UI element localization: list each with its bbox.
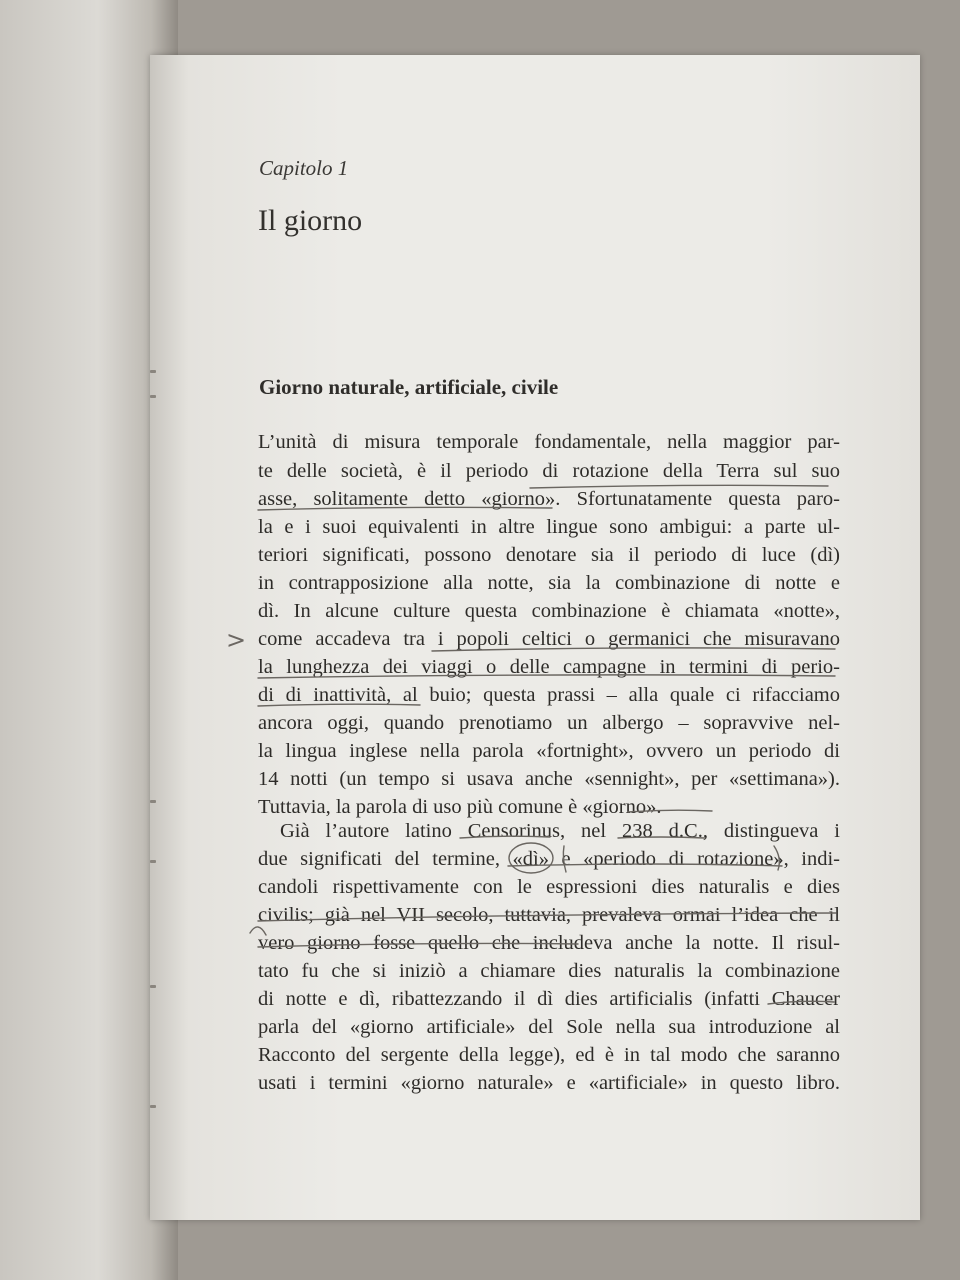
body-line: usati i termini «giorno naturale» e «artificiale» in questo libro. bbox=[258, 1072, 840, 1094]
body-line: candoli rispettivamente con le espressioni dies naturalis e dies bbox=[258, 876, 840, 898]
body-line: civilis; già nel VII secolo, tuttavia, prevaleva ormai l’idea che il bbox=[258, 904, 840, 926]
body-line: di di inattività, al buio; questa prassi – alla quale ci rifacciamo bbox=[258, 684, 840, 706]
binding-stitches bbox=[150, 0, 160, 1280]
body-line: vero giorno fosse quello che includeva anche la notte. Il risul- bbox=[258, 932, 840, 954]
body-line: la lingua inglese nella parola «fortnight», ovvero un periodo di bbox=[258, 740, 840, 762]
body-line: in contrapposizione alla notte, sia la combinazione di notte e bbox=[258, 572, 840, 594]
margin-pencil-mark: > bbox=[226, 626, 247, 654]
chapter-label: Capitolo 1 bbox=[259, 156, 349, 180]
body-line: asse, solitamente detto «giorno». Sfortunatamente questa paro- bbox=[258, 488, 840, 510]
body-line: dì. In alcune culture questa combinazione è chiamata «notte», bbox=[258, 600, 840, 622]
body-line: Racconto del sergente della legge), ed è in tal modo che saranno bbox=[258, 1044, 840, 1066]
body-line: la lunghezza dei viaggi o delle campagne in termini di perio- bbox=[258, 656, 840, 678]
body-line: due significati del termine, «dì» e «periodo di rotazione», indi- bbox=[258, 848, 840, 870]
body-line: Tuttavia, la parola di uso più comune è «giorno». bbox=[258, 796, 662, 818]
chapter-title: Il giorno bbox=[258, 204, 363, 237]
body-line: Già l’autore latino Censorinus, nel 238 d.C., distingueva i bbox=[280, 820, 840, 842]
section-heading: Giorno naturale, artificiale, civile bbox=[259, 375, 559, 399]
body-line: te delle società, è il periodo di rotazione della Terra sul suo bbox=[258, 460, 840, 482]
body-line: ancora oggi, quando prenotiamo un albergo – sopravvive nel- bbox=[258, 712, 840, 734]
body-line: L’unità di misura temporale fondamentale, nella maggior par- bbox=[258, 431, 840, 453]
body-line: la e i suoi equivalenti in altre lingue sono ambigui: a parte ul- bbox=[258, 516, 840, 538]
body-line: come accadeva tra i popoli celtici o germanici che misuravano bbox=[258, 628, 840, 650]
body-line: teriori significati, possono denotare sia il periodo di luce (dì) bbox=[258, 544, 840, 566]
body-line: parla del «giorno artificiale» del Sole nella sua introduzione al bbox=[258, 1016, 840, 1038]
body-line: 14 notti (un tempo si usava anche «sennight», per «settimana»). bbox=[258, 768, 840, 790]
body-line: di notte e dì, ribattezzando il dì dies artificialis (infatti Chaucer bbox=[258, 988, 840, 1010]
body-line: tato fu che si iniziò a chiamare dies naturalis la combinazione bbox=[258, 960, 840, 982]
